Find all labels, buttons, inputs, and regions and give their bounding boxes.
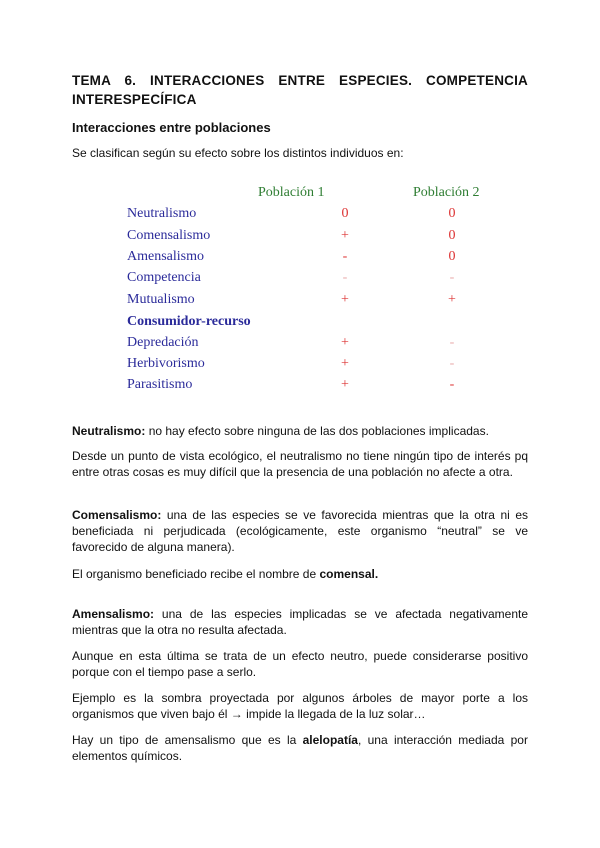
definition-text: una de las especies implicadas se ve afectada negativamente mientras que la otra no resulta afectada. [72, 607, 528, 637]
comensalismo-note [72, 566, 528, 582]
neutralismo-definition [72, 423, 528, 439]
term-amensalismo: Amensalismo: [72, 607, 155, 621]
row-label: Mutualismo [127, 292, 195, 307]
row-p2: + [448, 292, 456, 307]
row-p1: - [342, 270, 348, 285]
row-p2: 0 [448, 228, 456, 243]
row-p1: + [341, 356, 349, 371]
amensalismo-definition [72, 606, 528, 638]
row-p2: - [449, 335, 455, 350]
row-p1: + [341, 228, 349, 243]
term-comensal: comensal. [319, 567, 379, 581]
term-neutralismo: Neutralismo: [72, 424, 146, 438]
definition-text: una de las especies se ve favorecida mientras que la otra ni es beneficiada ni perjudicada (ecológicamente, este organismo “neutral” se ve favorecido de alguna manera). [72, 508, 528, 554]
row-p1: 0 [341, 206, 349, 221]
row-label: Competencia [127, 270, 201, 285]
row-label: Neutralismo [127, 206, 197, 221]
row-label-category: Consumidor-recurso [127, 314, 251, 329]
note-text: El organismo beneficiado recibe el nombre de [72, 567, 320, 581]
row-label: Depredación [127, 335, 199, 350]
row-p2: - [449, 356, 455, 371]
comensalismo-definition [72, 507, 528, 555]
interactions-table [0, 180, 600, 400]
amensalismo-note-2: Ejemplo es la sombra proyectada por algunos árboles de mayor porte a los organismos que viven bajo él → impide la llegada de la luz solar… [72, 691, 528, 721]
note-text: Hay un tipo de amensalismo que es la [72, 733, 303, 747]
page-title: TEMA 6. INTERACCIONES ENTRE ESPECIES. COMPETENCIA INTERESPECÍFICA [72, 73, 528, 107]
row-p2: 0 [448, 206, 456, 221]
row-p1: + [341, 292, 349, 307]
row-p2: - [449, 270, 455, 285]
intro-text: Se clasifican según su efecto sobre los distintos individuos en: [72, 146, 404, 160]
row-p2: - [449, 377, 455, 392]
amensalismo-note-1: Aunque en esta última se trata de un efecto neutro, puede considerarse positivo porque con el tiempo pase a serlo. [72, 649, 528, 679]
term-comensalismo: Comensalismo: [72, 508, 162, 522]
section-subtitle: Interacciones entre poblaciones [72, 120, 271, 135]
row-label: Parasitismo [127, 377, 193, 392]
row-p1: + [341, 335, 349, 350]
row-label: Herbivorismo [127, 356, 205, 371]
definition-text: no hay efecto sobre ninguna de las dos poblaciones implicadas. [145, 424, 489, 438]
row-p2: 0 [448, 249, 456, 264]
row-p1: - [342, 249, 348, 264]
neutralismo-note: Desde un punto de vista ecológico, el neutralismo no tiene ningún tipo de interés pq entre otras cosas es muy difícil que la presencia de una población no afecte a otra. [72, 449, 528, 479]
header-poblacion-2: Población 2 [413, 185, 480, 200]
row-label: Comensalismo [127, 228, 211, 243]
row-label: Amensalismo [127, 249, 204, 264]
header-poblacion-1: Población 1 [258, 185, 325, 200]
note-text: , una interacción mediada por elementos químicos. [72, 733, 528, 763]
row-p1: + [341, 377, 349, 392]
amensalismo-note-3 [72, 732, 528, 764]
term-alelopatia: alelopatía [302, 733, 358, 747]
